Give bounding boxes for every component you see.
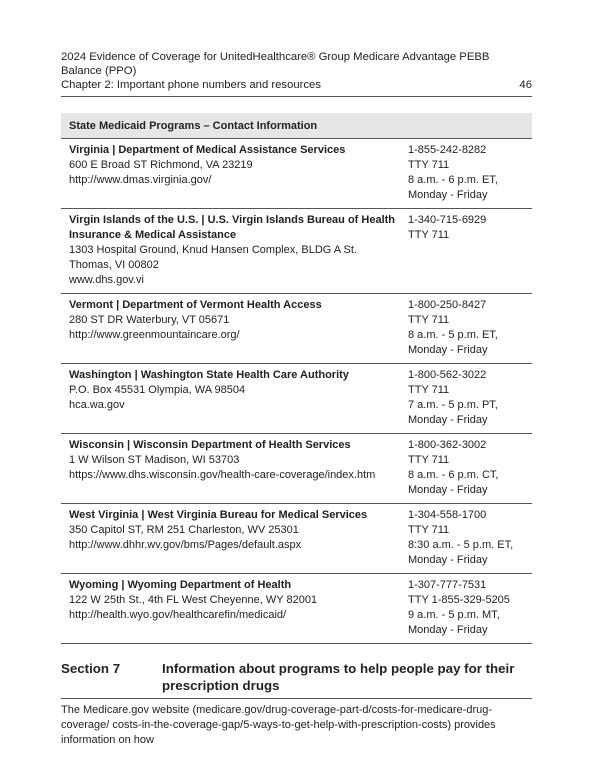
contact-line: TTY 711: [408, 524, 450, 536]
contact-line: Monday - Friday: [408, 414, 488, 426]
table-body: [61, 139, 532, 644]
contact-line: TTY 711: [408, 454, 450, 466]
agency-cell: [69, 213, 408, 288]
contact-line: 8:30 a.m. - 5 p.m. ET,: [408, 539, 514, 551]
agency-cell: [69, 368, 408, 428]
agency-address: 1303 Hospital Ground, Knud Hansen Complex, BLDG A St. Thomas, VI 00802: [69, 244, 357, 271]
contact-line: 1-304-558-1700: [408, 509, 487, 521]
table-header: State Medicaid Programs – Contact Information: [61, 113, 532, 139]
contact-line: 1-307-777-7531: [408, 579, 487, 591]
table-row: [61, 139, 532, 209]
agency-address: 350 Capitol ST, RM 251 Charleston, WV 25301: [69, 524, 299, 536]
agency-name: West Virginia | West Virginia Bureau for Medical Services: [69, 509, 368, 521]
contact-line: Monday - Friday: [408, 624, 488, 636]
contact-line: TTY 711: [408, 314, 450, 326]
running-header: [61, 50, 532, 92]
agency-address: 1 W Wilson ST Madison, WI 53703: [69, 454, 240, 466]
agency-name: Virginia | Department of Medical Assistance Services: [69, 144, 346, 156]
agency-name: Vermont | Department of Vermont Health Access: [69, 299, 322, 311]
medicaid-contact-table: [61, 113, 532, 644]
agency-cell: [69, 438, 408, 498]
contact-line: 9 a.m. - 5 p.m. MT,: [408, 609, 500, 621]
table-row: [61, 209, 532, 294]
agency-website-link[interactable]: www.dhs.gov.vi: [69, 274, 144, 286]
contact-line: TTY 711: [408, 384, 450, 396]
header-chapter-row: [61, 78, 532, 92]
contact-line: 8 a.m. - 6 p.m. ET,: [408, 174, 498, 186]
contact-line: 7 a.m. - 5 p.m. PT,: [408, 399, 498, 411]
body-paragraph: The Medicare.gov website (medicare.gov/drug-coverage-part-d/costs-for-medicare-drug-coverage/ costs-in-the-coverage-gap/5-ways-to-get-help-with-prescription-costs) provides information on how: [61, 704, 496, 746]
agency-address: 600 E Broad ST Richmond, VA 23219: [69, 159, 253, 171]
contact-line: Monday - Friday: [408, 189, 488, 201]
section-title: Information about programs to help people pay for their prescription drugs: [162, 661, 515, 693]
agency-website-link[interactable]: http://www.dmas.virginia.gov/: [69, 174, 212, 186]
contact-line: 8 a.m. - 6 p.m. CT,: [408, 469, 499, 481]
contact-line: 1-855-242-8282: [408, 144, 487, 156]
agency-cell: [69, 508, 408, 568]
contact-line: TTY 711: [408, 229, 450, 241]
agency-cell: [69, 578, 408, 638]
agency-address: 122 W 25th St., 4th FL West Cheyenne, WY 82001: [69, 594, 318, 606]
contact-cell: [408, 578, 532, 638]
contact-line: 1-800-562-3022: [408, 369, 487, 381]
agency-website-link[interactable]: https://www.dhs.wisconsin.gov/health-care-coverage/index.htm: [69, 469, 376, 481]
agency-name: Washington | Washington State Health Care Authority: [69, 369, 349, 381]
agency-name: Virgin Islands of the U.S. | U.S. Virgin Islands Bureau of Health Insurance & Medical Assistance: [69, 214, 396, 241]
agency-website-link[interactable]: http://www.dhhr.wv.gov/bms/Pages/default.aspx: [69, 539, 302, 551]
contact-line: 1-340-715-6929: [408, 214, 487, 226]
contact-line: TTY 711: [408, 159, 450, 171]
table-row: [61, 294, 532, 364]
table-row: [61, 434, 532, 504]
agency-website-link[interactable]: http://health.wyo.gov/healthcarefin/medicaid/: [69, 609, 287, 621]
agency-address: 280 ST DR Waterbury, VT 05671: [69, 314, 230, 326]
contact-line: 1-800-362-3002: [408, 439, 487, 451]
contact-cell: [408, 508, 532, 568]
contact-line: Monday - Friday: [408, 344, 488, 356]
agency-address: P.O. Box 45531 Olympia, WA 98504: [69, 384, 246, 396]
contact-cell: [408, 143, 532, 203]
contact-line: Monday - Friday: [408, 554, 488, 566]
agency-name: Wyoming | Wyoming Department of Health: [69, 579, 292, 591]
contact-cell: [408, 368, 532, 428]
agency-website-link[interactable]: http://www.greenmountaincare.org/: [69, 329, 240, 341]
contact-line: Monday - Friday: [408, 484, 488, 496]
section-number: Section 7: [61, 661, 121, 676]
table-row: [61, 504, 532, 574]
table-row: [61, 364, 532, 434]
contact-cell: [408, 298, 532, 358]
agency-cell: [69, 298, 408, 358]
contact-cell: [408, 438, 532, 498]
section-heading: [61, 660, 532, 699]
contact-line: 8 a.m. - 5 p.m. ET,: [408, 329, 498, 341]
table-row: [61, 574, 532, 644]
contact-line: 1-800-250-8427: [408, 299, 487, 311]
agency-website-link[interactable]: hca.wa.gov: [69, 399, 125, 411]
contact-line: TTY 1-855-329-5205: [408, 594, 510, 606]
contact-cell: [408, 213, 532, 288]
header-divider: [61, 96, 532, 97]
page-number: 46: [519, 79, 532, 91]
agency-name: Wisconsin | Wisconsin Department of Health Services: [69, 439, 351, 451]
agency-cell: [69, 143, 408, 203]
header-chapter: Chapter 2: Important phone numbers and resources: [61, 79, 321, 91]
header-title: 2024 Evidence of Coverage for UnitedHealthcare® Group Medicare Advantage PEBB Balance (PPO): [61, 51, 490, 77]
